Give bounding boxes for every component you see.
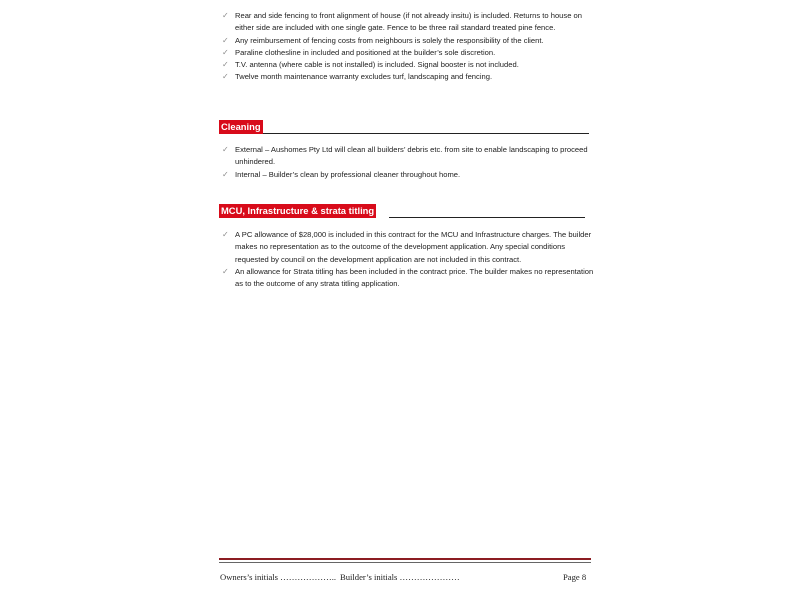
list-item: ✓ An allowance for Strata titling has been included in the contract price. The builder makes no representation as to the outcome of any strata titling application. bbox=[222, 266, 594, 289]
check-mark-icon: ✓ bbox=[222, 72, 229, 82]
section-title: MCU, Infrastructure & strata titling bbox=[221, 205, 375, 216]
fencing-list bbox=[222, 10, 594, 84]
list-item: ✓ Paraline clothesline in included and positioned at the builder’s sole discretion. bbox=[222, 47, 496, 57]
check-mark-icon: ✓ bbox=[222, 169, 229, 179]
check-mark-icon: ✓ bbox=[222, 60, 229, 70]
footer-rule-bottom bbox=[219, 562, 591, 563]
section-title: Cleaning bbox=[221, 121, 261, 132]
check-mark-icon: ✓ bbox=[222, 145, 229, 154]
list-item: ✓ External – Aushomes Pty Ltd will clean all builders’ debris etc. from site to enable landscaping to proceed unhindered. bbox=[222, 145, 588, 167]
list-item: ✓ T.V. antenna (where cable is not installed) is included. Signal booster is not included. bbox=[222, 60, 519, 70]
check-mark-icon: ✓ bbox=[222, 11, 229, 20]
list-item: ✓ Rear and side fencing to front alignment of house (if not already insitu) is included. Returns to house on either side are included with one single gate. Fence to be three rail standard treated pine fence. bbox=[222, 11, 582, 33]
cleaning-list bbox=[222, 144, 594, 181]
check-mark-icon: ✓ bbox=[222, 47, 229, 57]
heading-underline bbox=[263, 133, 589, 134]
list-item: ✓ A PC allowance of $28,000 is included in this contract for the MCU and Infrastructure charges. The builder makes no representation as to the outcome of the development application. Any special conditions requested by council on the development application are not included in this contract. bbox=[222, 230, 592, 264]
footer-rule-top bbox=[219, 558, 591, 560]
page-number: Page 8 bbox=[563, 572, 587, 582]
heading-underline bbox=[389, 217, 585, 218]
cleaning-heading bbox=[219, 120, 589, 134]
owners-initials: Owners’s initials ……………….. bbox=[220, 572, 337, 582]
list-item: ✓ Internal – Builder’s clean by professional cleaner throughout home. bbox=[222, 169, 461, 179]
check-mark-icon: ✓ bbox=[222, 266, 229, 276]
mcu-list bbox=[222, 229, 594, 290]
mcu-heading bbox=[219, 204, 585, 218]
check-mark-icon: ✓ bbox=[222, 35, 229, 45]
check-mark-icon: ✓ bbox=[222, 230, 229, 239]
list-item: ✓ Twelve month maintenance warranty excludes turf, landscaping and fencing. bbox=[222, 72, 493, 82]
builders-initials: Builder’s initials ………………… bbox=[340, 572, 460, 582]
list-item: ✓ Any reimbursement of fencing costs from neighbours is solely the responsibility of the client. bbox=[222, 35, 544, 45]
